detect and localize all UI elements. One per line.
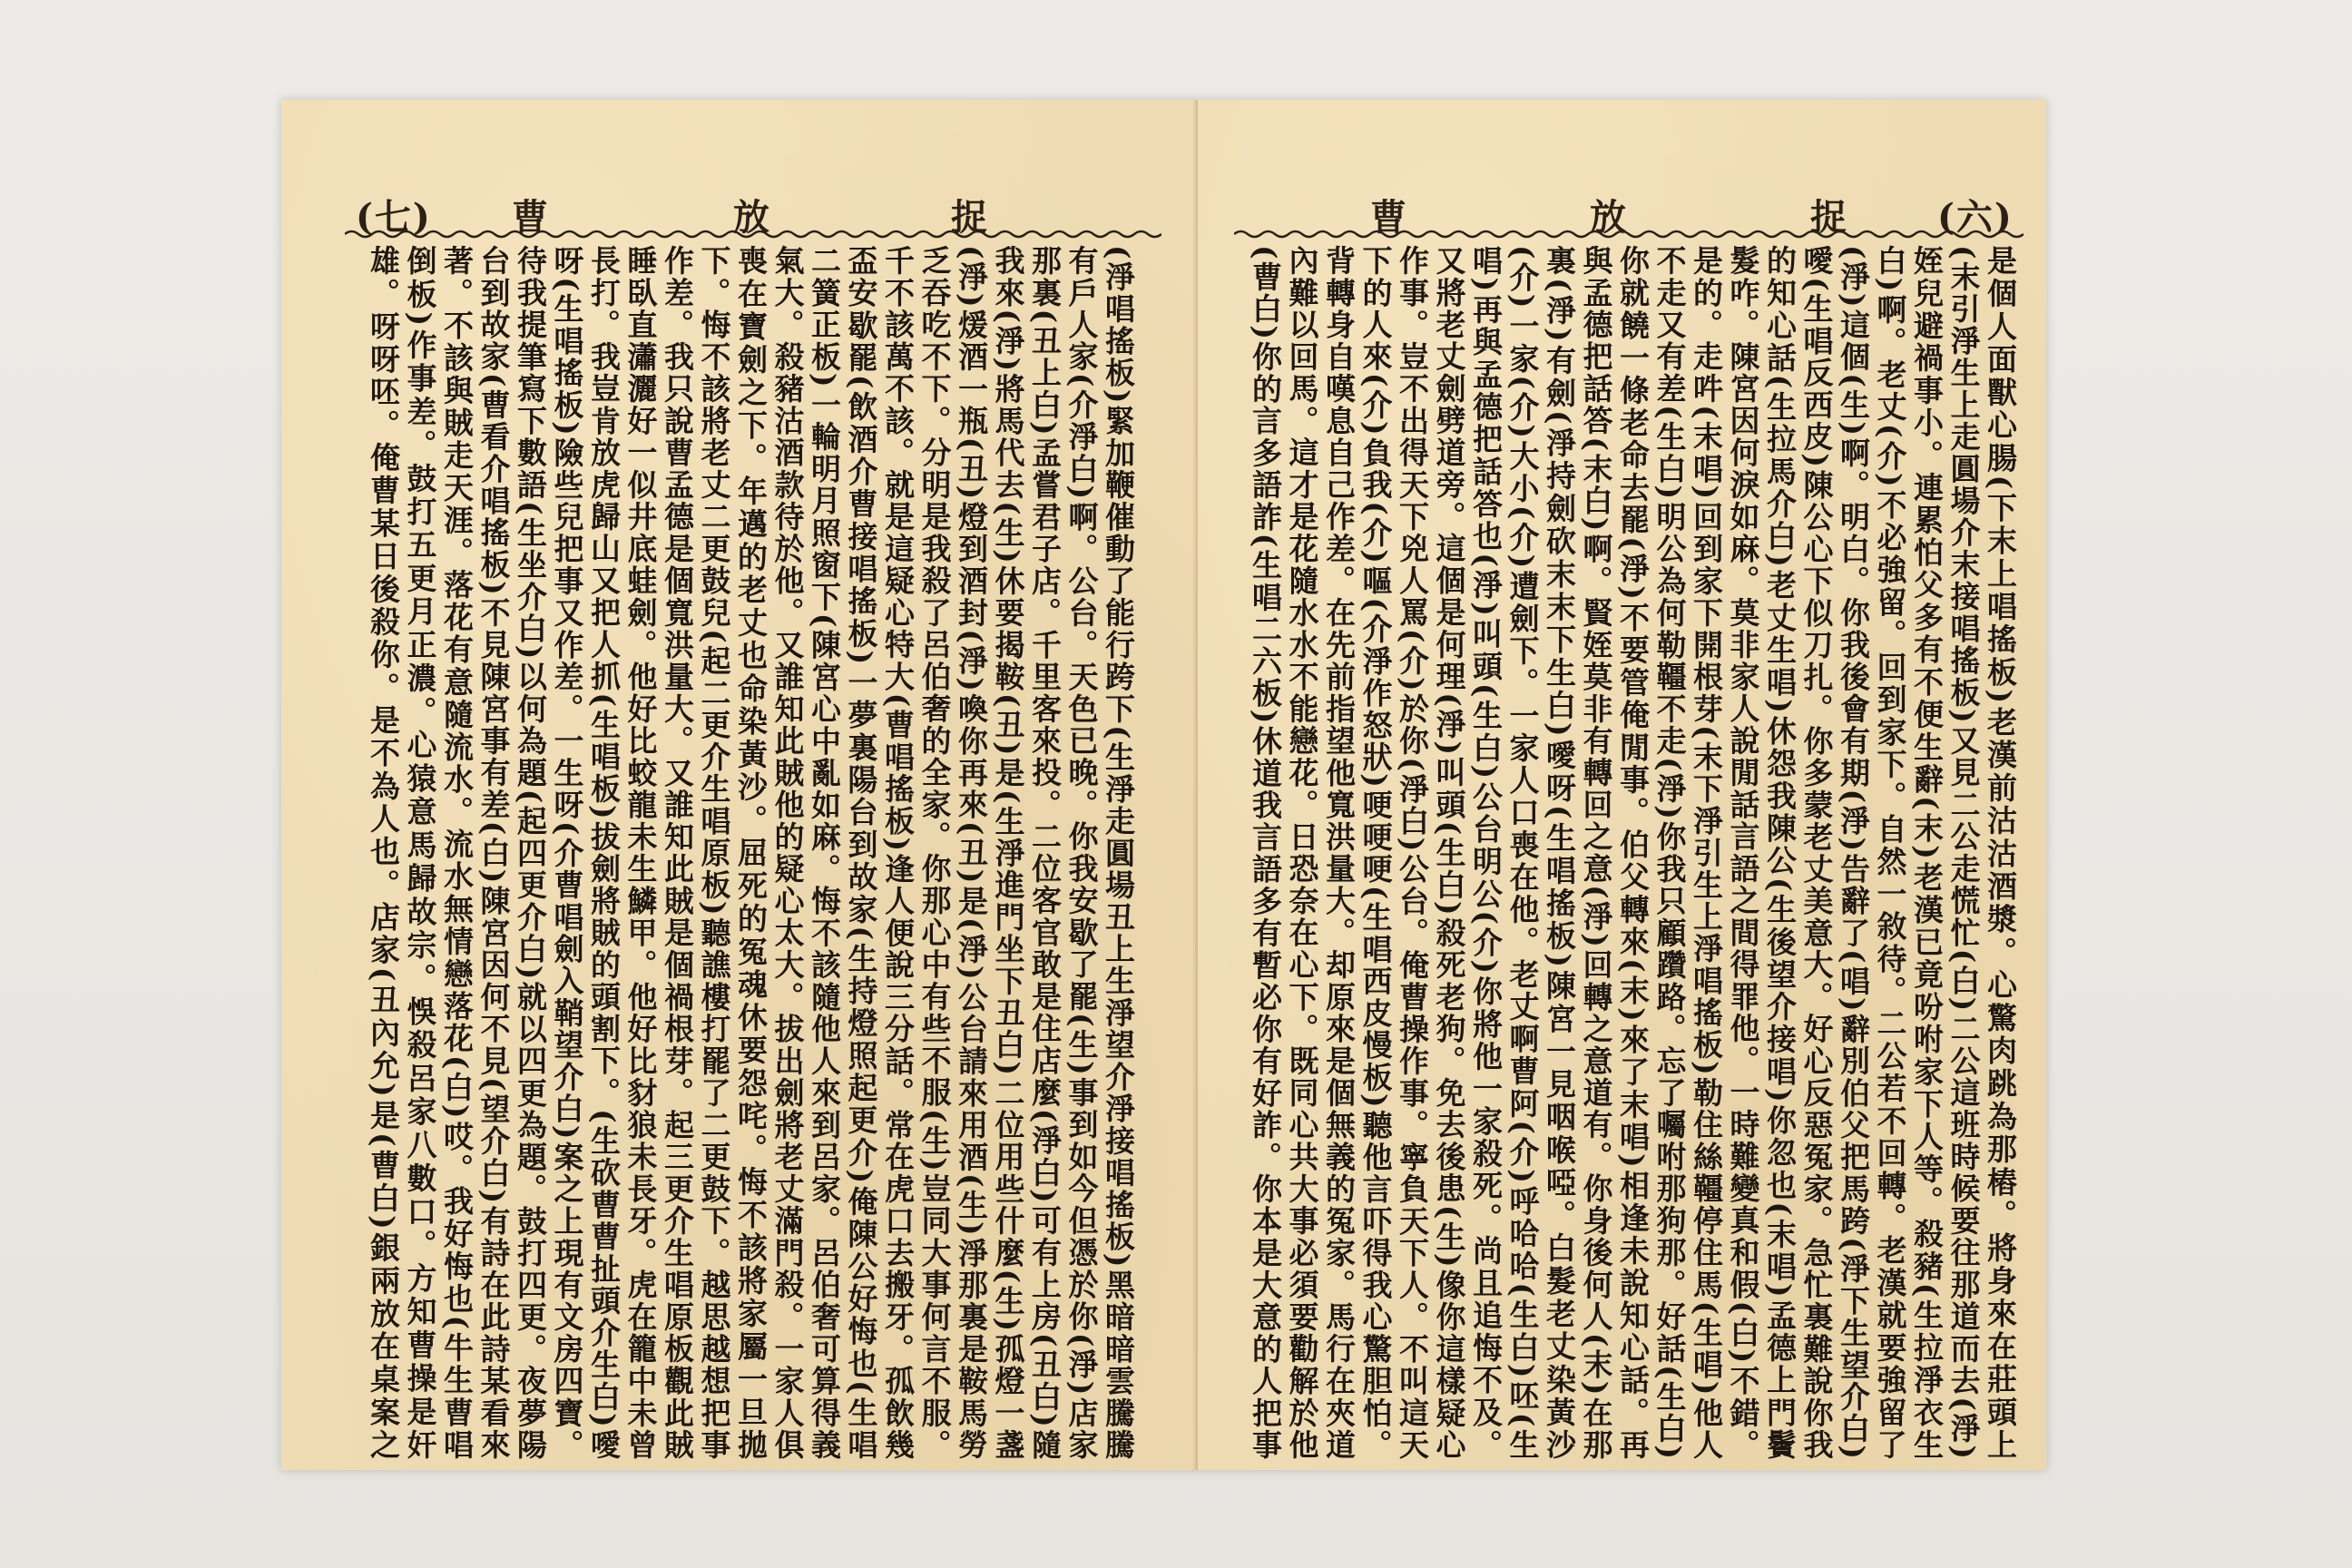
- right-title-char-2: 放: [1590, 196, 1628, 239]
- right-title-char-3: 曹: [1370, 196, 1408, 239]
- wavy-rule-icon: [345, 229, 1161, 240]
- left-title-char-3: 曹: [512, 196, 550, 239]
- right-page-number: (六): [1937, 196, 2014, 239]
- right-page: [1198, 100, 2046, 1470]
- left-page-text: (淨唱搖板)緊加鞭催動了能行跨下(生淨走圓場丑上生淨望介淨接唱搖板)黑暗暗雲騰騰有戶人家(介淨白)啊。公台。天色已晚。你我安歇了罷(生)事到如今但憑於你(淨)店家那裏(丑上白)孟嘗君子店。千里客來投。二位客官敢是住店麼(淨白)可有上房(丑白)隨我來(淨)將馬代去(生)休要揭鞍(丑)是(生淨進門坐下丑白)二位用些什麼(生)孤燈一盞(淨)煖酒一瓶(丑)燈到酒封(淨)喚你再來(丑)是(淨)公台請來用酒(生)淨那裏是鞍馬勞乏吞吃不下。分明是我殺了呂伯奢的全家。你那心中有些不服(生)豈同大事何言不服。千不該萬不該。就是這疑心特大(曹唱搖板)逢人便說三分話。常在虎口去搬牙。孤飲幾盃安歇罷(飲酒介曹接唱搖板)一夢裏陽台到故家(生持燈照起更介)俺陳公好悔也(生唱二簧正板)一輪明月照窗下(陳宮心中亂如麻。悔不該隨他人來到呂家。呂伯奢可算得義氣大。殺豬沽酒款待於他。又誰知此賊他的疑心太大。拔出劍將老丈滿門殺。一家人俱喪在寶劍之下。年邁的老丈也命染黃沙。屈死的冤魂休要怨咤。悔不該將家屬一旦拋下。悔不該將老丈二更鼓兒(起二更介生唱原板)聽譙樓打罷了二更鼓下。越思越想把事作差。我只說曹孟德是個寬洪量大。又誰知此賊是個禍根芽。起三更介生唱原板觀此賊睡臥直瀟灑好一似井底蛙劍。他好比蛟龍未生鱗甲。他好比豺狼未長牙。虎在籠中未曾長打。我豈肯放虎歸山又把人抓(生唱板)拔劍將賊的頭割下。(生砍曹曹扯頭介生白)噯呀(生唱搖板)險些兒把事又作差。一生呀(介曹唱劍入鞘望介白)案之上現有文房四寶。待我提筆寫下數語(生坐介白)以何為題(起四更介白)就以四更為題。鼓打四更。夜夢陽台到故家(曹看介唱搖板)不見陳宮事有差(白)陳宮因何不見(望介白)有詩在此詩某看來著。不該與賊走天涯。落花有意隨流水。流水無情戀落花(白)哎。我好悔也(牛生曹唱倒板)作事差。鼓打五更月正濃。心猿意馬歸故宗。悞殺呂家八數口。方知曹操是奸雄。呀呀呸。俺曹某日後殺你。是不為人也。店家(丑內允)是(曹白)銀兩放在桌案之: [366, 245, 1136, 1461]
- wavy-rule-icon: [1234, 229, 2024, 240]
- left-title-char-1: 捉: [951, 196, 989, 239]
- right-title-char-1: 捉: [1810, 196, 1848, 239]
- left-title-char-2: 放: [733, 196, 771, 239]
- left-page: [281, 100, 1198, 1470]
- book-spread: [281, 100, 2046, 1470]
- right-page-text: 是個人面獸心腸(下末上唱搖板)老漢前沽沽酒漿。心驚肉跳為那樁。將身來在莊頭上(末引淨生上走圓場介末接唱搖板)又見二公走慌忙(白)二公這班時候要往那道而去(淨)姪兒避禍事小。連累怕父多有不便生辭(末)老漢已竟吩咐家下人等。殺豬(生拉淨衣生白)啊。老丈(介)不必強留。回到家下。自然一敘待。二公若不回轉。老漢就要強留了(淨)這個(生)啊。明白。你我後會有期(淨)告辭了(唱)辭別伯父把馬跨(淨下生望介白)噯(生唱反西皮)陳公心下似刀扎。你多蒙老丈美意大。好心反惡冤家。急忙裏難說你我的知心話(生拉馬介白)老丈生唱)休怨我陳公(生後望介接唱)你忽也(末唱)孟德上門鬢髮咋。陳宮因何淚如麻。莫非家人說閒話言語之間得罪他。一時難變真和假(白)不錯。是的。走吽(末唱)回到家下開根芽(末下淨引生上淨唱搖板)勒住絲韁停住馬(生唱)他人不走又有差(生白)明公為何勒韁不走(淨)你我只顧躦路。忘了囑咐那狗那。好話(生白)你就饒一條老命去罷(淨)不要管俺閒事。伯父轉來(末)來了末唱)相逢未說知心話。再與孟德把話答(末白)啊。賢姪莫非有轉回之意(淨)回轉之意道有。你身後何人(末)在那裏(淨)有劍(淨持劍砍末末下生白)噯呀(生唱搖板)陳宮一見咽喉啞。白髮老丈染黃沙(介)一家(介)大小(介)遭劍下。一家人口喪在他。老丈啊曹阿(介)呼哈哈(生白)呸(生唱)再與孟德把話答也(淨)叫頭(生白)公台明公(介)你將他一家殺死。尚且追悔不及。又將老丈劍劈道旁。這個是何理(淨)叫頭(生白)殺死老狗。免去後患(生)像你這樣疑心作事。豈不出得天下兇人罵(介)於你(淨白)公台。俺曹操作事。寧負天下人。不叫這天下的人來(介)負我(介)嘔(介淨作怒狀)哽哽哽(生唱西皮慢板)聽他言吓得我心驚胆怕。背轉身自嘆息自己作差。在先前指望他寬洪量大。却原來是個無義的冤家。馬行在夾道內難以回馬。這才是花隨水水不能戀花。日恐奈在心下。既同心共大事必須要勸解於他(曹白)你的言多語詐(生唱二六板)休道我言語多有暫必你有好詐。你本是大意的人把事: [1248, 245, 2018, 1461]
- left-page-number: (七): [356, 196, 432, 239]
